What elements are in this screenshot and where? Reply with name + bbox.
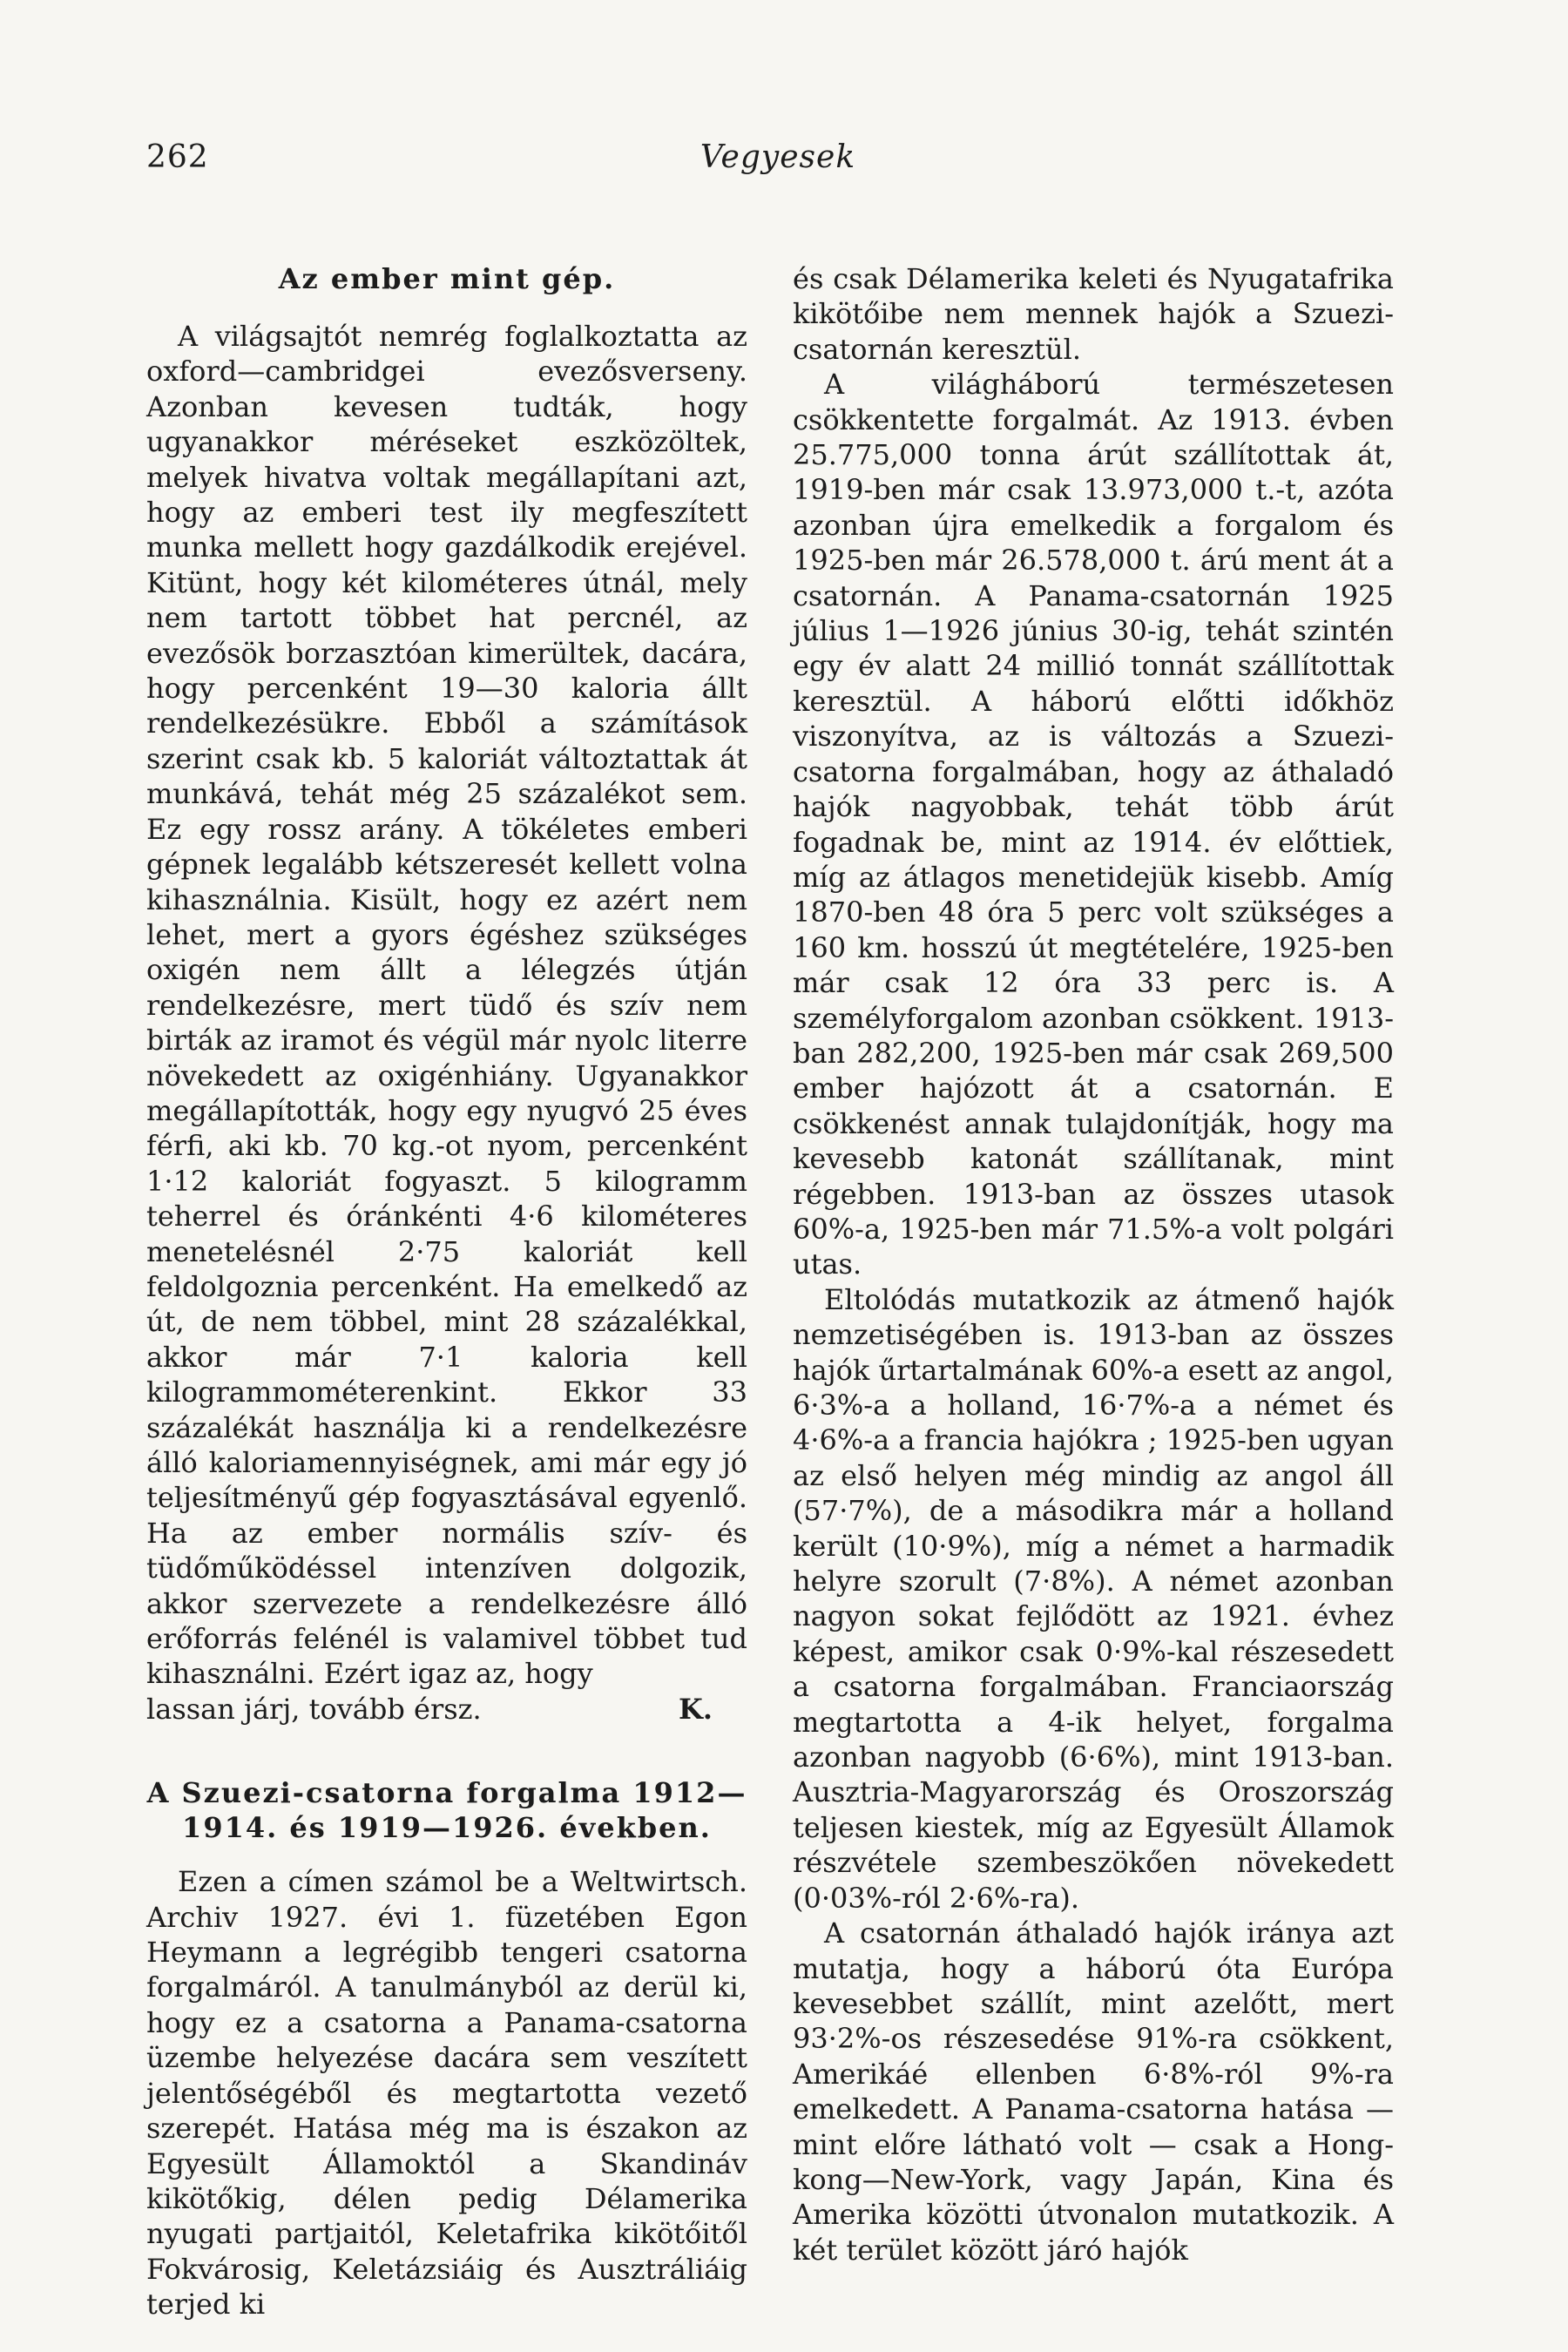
author-signature: K. xyxy=(679,1692,713,1726)
left-column xyxy=(146,261,747,2322)
paragraph-traffic-volume: A világháború természetesen csökkentette forgalmát. Az 1913. évben 25.775,000 tonna árút szállítottak át, 1919-ben már csak 13.973,000 t.-t, azóta azonban újra emelkedik a forgalom és 1925-ben már 26.578,000 t. árú ment át a csatornán. A Panama-csatornán 1925 július 1—1926 június 30-ig, tehát szintén egy év alatt 24 millió tonnát szállítottak keresztül. A háború előtti időkhöz viszonyítva, az is változás a Szuezi-csatorna forgalmában, hogy az áthaladó hajók nagyobbak, tehát több árút fogadnak be, mint az 1914. év előttiek, míg az átlagos menetidejük kisebb. Amíg 1870-ben 48 óra 5 perc volt szükséges a 160 km. hosszú út megtételére, 1925-ben már csak 12 óra 33 perc is. A személyforgalom azonban csökkent. 1913-ban 282,200, 1925-ben már csak 269,500 ember hajózott át a csatornán. E csökkenést annak tulajdonítják, hogy ma kevesebb katonát szállítanak, mint régebben. 1913-ban az összes utasok 60%-a, 1925-ben már 71.5%-a volt polgári utas. xyxy=(793,368,1394,1281)
article-body-ember-mint-gep: A világsajtót nemrég foglalkoztatta az oxford—cambridgei evezősverseny. Azonban kevesen tudták, hogy ugyanakkor méréseket eszközöltek, melyek hivatva voltak megállapítani azt, hogy az emberi test ily megfeszített munka mellett hogy gazdálkodik erejével. Kitünt, hogy két kilométeres útnál, mely nem tartott többet hat percnél, az evezősök borzasztóan kimerültek, dacára, hogy percenként 19—30 kaloria állt rendelkezésükre. Ebből a számítások szerint csak kb. 5 kaloriát változtattak át munkává, tehát még 25 százalékot sem. Ez egy rossz arány. A tökéletes emberi gépnek legalább kétszeresét kellett volna kihasználnia. Kisült, hogy ez azért nem lehet, mert a gyors égéshez szükséges oxigén nem állt a lélegzés útján rendelkezésre, mert tüdő és szív nem birták az iramot és végül már nyolc literre növekedett az oxigénhiány. Ugyanakkor megállapították, hogy egy nyugvó 25 éves férfi, aki kb. 70 kg.-ot nyom, percenként 1·12 kaloriát fogyaszt. 5 kilogramm teherrel és óránkénti 4·6 kilométeres menetelésnél 2·75 kaloriát kell feldolgoznia percenként. Ha emelkedő az út, de nem többel, mint 28 százalékkal, akkor már 7·1 kaloria kell kilogrammométerenkint. Ekkor 33 százalékát használja ki a rendelkezésre álló kaloriamennyiségnek, ami már egy jó teljesítményű gép fogyasztásával egyenlő. Ha az ember normális szív- és tüdőműködéssel intenzíven dolgozik, akkor szervezete a rendelkezésre álló erőforrás felénél is valamivel többet tud kihasználni. Ezért igaz az, hogy xyxy=(146,320,747,1691)
running-title: Vegyesek xyxy=(700,139,856,175)
article-title-line-1: A Szuezi-csatorna forgalma 1912— xyxy=(146,1776,747,1810)
closing-text: lassan járj, tovább érsz. xyxy=(146,1692,482,1726)
paragraph-continuation: és csak Délamerika keleti és Nyugatafrika kikötőibe nem mennek hajók a Szuezi-csatornán keresztül. xyxy=(793,262,1394,366)
right-column xyxy=(793,261,1394,2268)
article-closing-line xyxy=(146,1692,747,1727)
paragraph-ship-direction: A csatornán áthaladó hajók iránya azt mutatja, hogy a háború óta Európa kevesebbet szállít, mint azelőtt, mert 93·2%-os részesedése 91%-ra csökkent, Amerikáé ellenben 6·8%-ról 9%-ra emelkedett. A Panama-csatorna hatása — mint előre látható volt — csak a Hong-kong—New-York, vagy Japán, Kina és Amerika közötti útvonalon mutatkozik. A két terület között járó hajók xyxy=(793,1916,1394,2267)
page-number: 262 xyxy=(146,139,209,175)
article-body-szuezi-intro: Ezen a címen számol be a Weltwirtsch. Archiv 1927. évi 1. füzetében Egon Heymann a legrégibb tengeri csatorna forgalmáról. A tanulmányból az derül ki, hogy ez a csatorna a Panama-csatorna üzembe helyezése dacára sem veszített jelentőségéből és megtartotta vezető szerepét. Hatása még ma is északon az Egyesült Államoktól a Skandináv kikötőkig, délen pedig Délamerika nyugati partjaitól, Keletafrika kikötőitől Fokvárosig, Keletázsiáig és Ausztráliáig terjed ki xyxy=(146,1865,747,2322)
article-title-ember-mint-gep: Az ember mint gép. xyxy=(278,262,616,295)
article-title-line-2: 1914. és 1919—1926. években. xyxy=(182,1811,712,1845)
paragraph-ship-nationality: Eltolódás mutatkozik az átmenő hajók nemzetiségében is. 1913-ban az összes hajók űrtartalmának 60%-a esett az angol, 6·3%-a a holland, 16·7%-a a német és 4·6%-a a francia hajókra ; 1925-ben ugyan az első helyen még mindig az angol áll (57·7%), de a másodikra már a holland került (10·9%), míg a német a harmadik helyre szorult (7·8%). A német azonban nagyon sokat fejlődött az 1921. évhez képest, amikor csak 0·9%-kal részesedett a csatorna forgalmában. Franciaország megtartotta a 4-ik helyet, forgalma azonban nagyobb (6·6%), mint 1913-ban. Ausztria-Magyarország és Oroszország teljesen kiestek, míg az Egyesült Államok részvétele szembeszökően növekedett (0·03%-ról 2·6%-ra). xyxy=(793,1282,1394,1915)
running-header xyxy=(146,139,1409,183)
article-title-szuezi-csatorna xyxy=(146,1775,747,1845)
